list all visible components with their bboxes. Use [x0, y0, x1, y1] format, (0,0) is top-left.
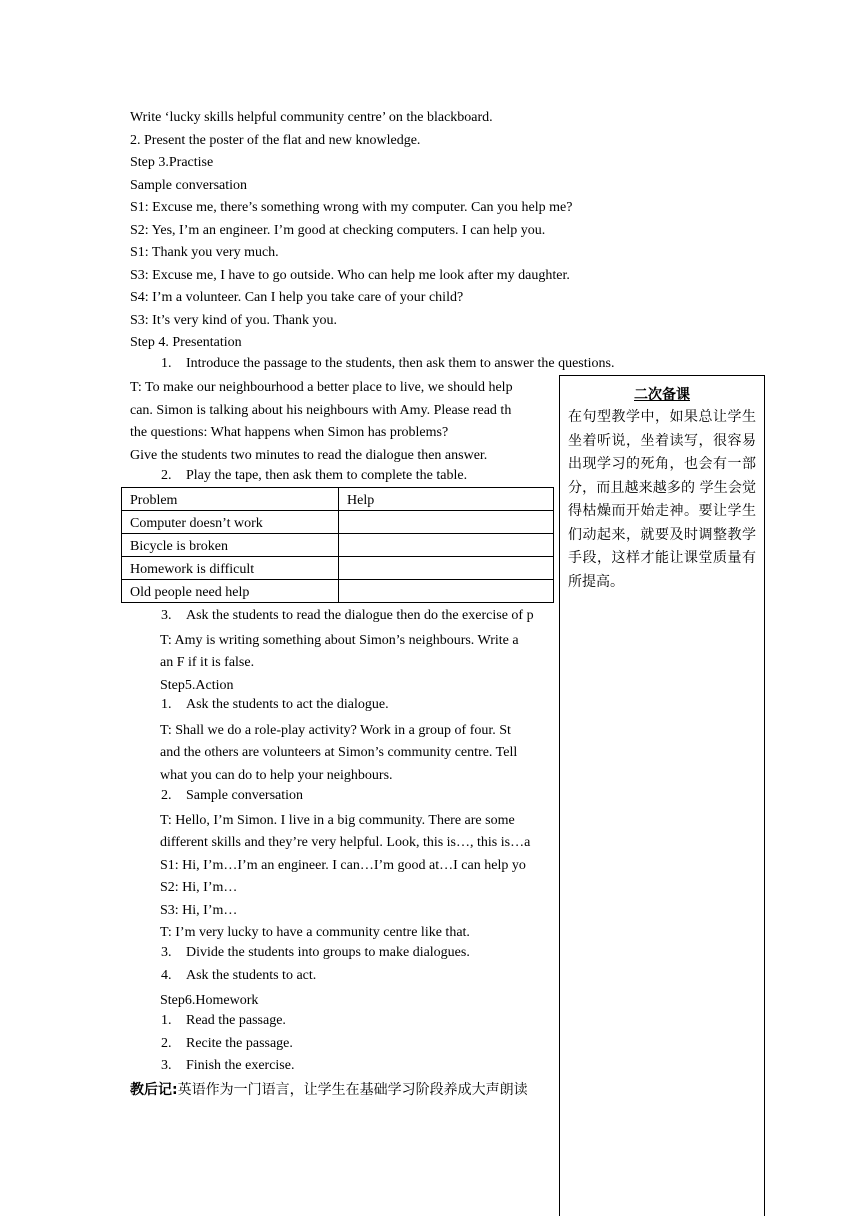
section-heading: Step5.Action — [160, 678, 234, 693]
list-number: 1. — [161, 1013, 172, 1028]
list-number: 3. — [161, 1058, 172, 1073]
sidebox-title: 二次备课 — [634, 387, 690, 403]
table-header-cell: Problem — [122, 488, 339, 511]
text-line: Write ‘lucky skills helpful community centre’ on the blackboard. — [130, 110, 493, 125]
list-number: 2. — [161, 1036, 172, 1051]
dialogue-line: S1: Thank you very much. — [130, 245, 279, 260]
table-cell: Old people need help — [122, 580, 339, 603]
list-number: 3. — [161, 608, 172, 623]
text-line: T: To make our neighbourhood a better place to live, we should help — [130, 380, 513, 395]
table-cell: Homework is difficult — [122, 557, 339, 580]
table-cell — [339, 511, 555, 534]
section-heading: Step 3.Practise — [130, 155, 214, 170]
text-line: what you can do to help your neighbours. — [160, 768, 393, 783]
reflection-text: 英语作为一门语言，让学生在基础学习阶段养成大声朗读 — [177, 1082, 528, 1098]
table-header-row — [122, 488, 553, 511]
dialogue-line: S2: Yes, I’m an engineer. I’m good at checking computers. I can help you. — [130, 223, 546, 238]
section-heading: Step6.Homework — [160, 993, 259, 1008]
list-item: Ask the students to act. — [186, 968, 317, 983]
list-number: 1. — [161, 697, 172, 712]
table-cell: Bicycle is broken — [122, 534, 339, 557]
section-heading: Step 4. Presentation — [130, 335, 242, 350]
dialogue-line: S3: Excuse me, I have to go outside. Who can help me look after my daughter. — [130, 268, 570, 283]
list-number: 1. — [161, 356, 172, 371]
list-item: Ask the students to read the dialogue then do the exercise of p — [186, 608, 534, 623]
sidebox-body: 在句型教学中，如果总让学生坐着听说，坐着读写，很容易出现学习的死角，也会有一部分，而且越来越多的 学生会觉得枯燥而开始走神。要让学生们动起来，就要及时调整教学手段，这样才能让课堂质量有所提高。 — [568, 409, 756, 590]
dialogue-line: S3: Hi, I’m… — [160, 903, 238, 918]
dialogue-line: T: I’m very lucky to have a community centre like that. — [160, 925, 470, 940]
second-preparation-box — [559, 375, 765, 1216]
table-row — [122, 511, 553, 534]
dialogue-line: S2: Hi, I’m… — [160, 880, 238, 895]
text-line: and the others are volunteers at Simon’s community centre. Tell — [160, 745, 518, 760]
list-item: Finish the exercise. — [186, 1058, 295, 1073]
text-line: T: Shall we do a role-play activity? Work in a group of four. St — [160, 723, 511, 738]
table-row — [122, 557, 553, 580]
text-line: T: Amy is writing something about Simon’s neighbours. Write a — [160, 633, 519, 648]
text-line: an F if it is false. — [160, 655, 255, 670]
list-number: 4. — [161, 968, 172, 983]
list-number: 3. — [161, 945, 172, 960]
list-number: 2. — [161, 468, 172, 483]
reflection-line — [130, 1081, 528, 1099]
reflection-label: 教后记: — [130, 1082, 178, 1098]
list-item: Introduce the passage to the students, then ask them to answer the questions. — [186, 356, 615, 371]
dialogue-line: S3: It’s very kind of you. Thank you. — [130, 313, 338, 328]
table-header-cell: Help — [347, 493, 375, 508]
dialogue-line: different skills and they’re very helpful. Look, this is…, this is…a — [160, 835, 531, 850]
list-item: Divide the students into groups to make dialogues. — [186, 945, 470, 960]
table-row — [122, 580, 553, 603]
text-line: Give the students two minutes to read the dialogue then answer. — [130, 448, 488, 463]
problem-help-table — [121, 487, 554, 603]
dialogue-line: T: Hello, I’m Simon. I live in a big community. There are some — [160, 813, 515, 828]
table-cell: Computer doesn’t work — [122, 511, 339, 534]
list-item: Play the tape, then ask them to complete the table. — [186, 468, 468, 483]
list-item: Read the passage. — [186, 1013, 286, 1028]
table-row — [122, 534, 553, 557]
list-item: Recite the passage. — [186, 1036, 293, 1051]
dialogue-line: S1: Excuse me, there’s something wrong with my computer. Can you help me? — [130, 200, 573, 215]
list-item: Ask the students to act the dialogue. — [186, 697, 389, 712]
table-cell — [339, 557, 555, 580]
list-number: 2. — [161, 788, 172, 803]
table-cell — [339, 534, 555, 557]
text-line: 2. Present the poster of the flat and new knowledge. — [130, 133, 421, 148]
list-item: Sample conversation — [186, 788, 304, 803]
text-line: can. Simon is talking about his neighbours with Amy. Please read th — [130, 403, 512, 418]
dialogue-line: S4: I’m a volunteer. Can I help you take care of your child? — [130, 290, 464, 305]
text-line: Sample conversation — [130, 178, 248, 193]
dialogue-line: S1: Hi, I’m…I’m an engineer. I can…I’m good at…I can help yo — [160, 858, 526, 873]
table-cell — [339, 580, 555, 603]
text-line: the questions: What happens when Simon has problems? — [130, 425, 449, 440]
